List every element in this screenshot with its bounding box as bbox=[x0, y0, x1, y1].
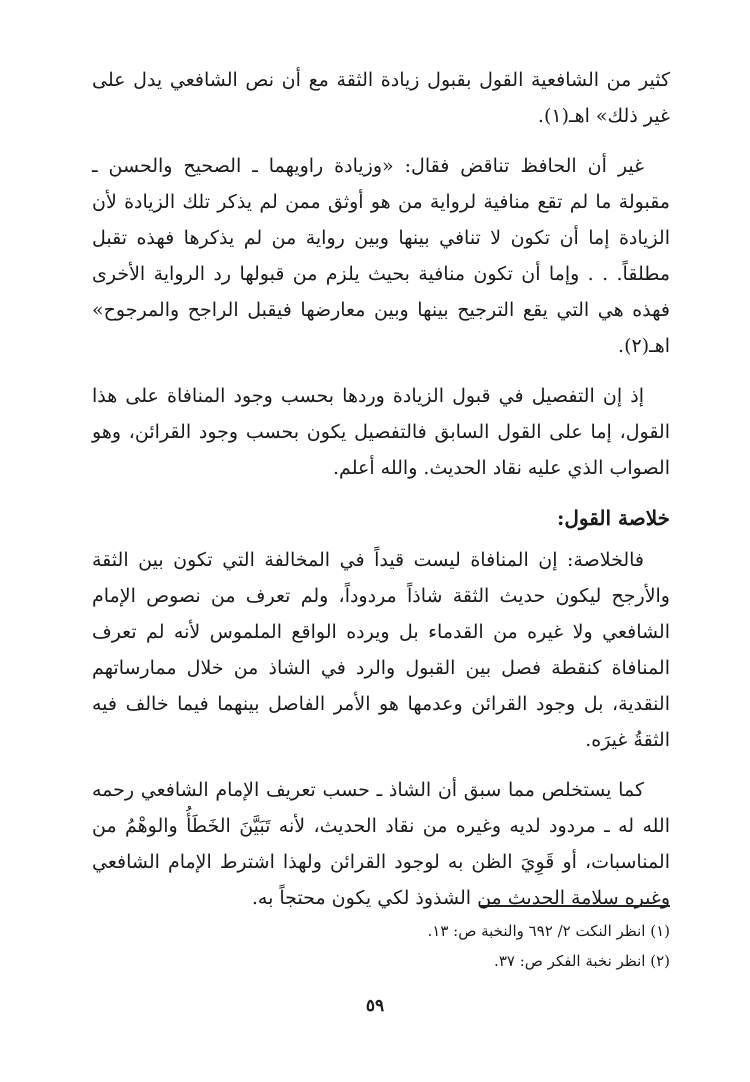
paragraph-4: فالخلاصة: إن المنافاة ليست قيداً في المخالفة التي تكون بين الثقة والأرجح ليكون حديث الثقة شاذاً مردوداً، ولم تعرف من نصوص الإمام الشافعي ولا غيره من القدماء بل ويرده الواقع الملموس لأنه لم تعرف المنافاة كنقطة فصل بين القبول والرد في الشاذ من خلال ممارساتهم النقدية، بل وجود القرائن وعدمها هو الأمر الفاصل بينهما فيما خالف فيه الثقةُ غيرَه. bbox=[92, 549, 670, 751]
footnote-divider bbox=[480, 905, 670, 907]
paragraph-2: غير أن الحافظ تناقض فقال: «وزيادة راويهما ـ الصحيح والحسن ـ مقبولة ما لم تقع منافية لرواية من هو أوثق ممن لم يذكر تلك الزيادة لأن الزيادة إما أن تكون لا تنافي بينها وبين رواية من لم يذكرها فهذه تقبل مطلقاً. . . وإما أن تكون منافية بحيث يلزم من قبولها رد الرواية الأخرى فهذه هي التي يقع الترجيح بينها وبين معارضها فيقبل الراجح والمرجوح» اهـ(٢). bbox=[92, 155, 670, 357]
section-heading: خلاصة القول: bbox=[557, 506, 670, 530]
page-number: ٥٩ bbox=[365, 996, 385, 1016]
footnote-2: (٢) انظر نخبة الفكر ص: ٣٧. bbox=[494, 952, 670, 970]
paragraph-5: كما يستخلص مما سبق أن الشاذ ـ حسب تعريف الإمام الشافعي رحمه الله له ـ مردود لديه وغيره من نقاد الحديث، لأنه تَبَيَّنَ الخَطَأُ والوهْمُ من المناسبات، أو قَوِيَ الظن به لوجود القرائن ولهذا اشترط الإمام الشافعي وغيره سلامة الحديث من الشذوذ لكي يكون محتجاً به. bbox=[92, 779, 670, 909]
footnote-1: (١) انظر النكت ٢/ ٦٩٢ والنخبة ص: ١٣. bbox=[427, 922, 670, 940]
paragraph-1: كثير من الشافعية القول بقبول زيادة الثقة مع أن نص الشافعي يدل على غير ذلك» اهـ(١). bbox=[92, 69, 670, 127]
paragraph-3: إذ إن التفصيل في قبول الزيادة وردها بحسب وجود المنافاة على هذا القول، إما على القول السابق فالتفصيل يكون بحسب وجود القرائن، وهو الصواب الذي عليه نقاد الحديث. والله أعلم. bbox=[92, 385, 670, 479]
page-body bbox=[92, 62, 670, 916]
footnotes bbox=[92, 916, 670, 976]
